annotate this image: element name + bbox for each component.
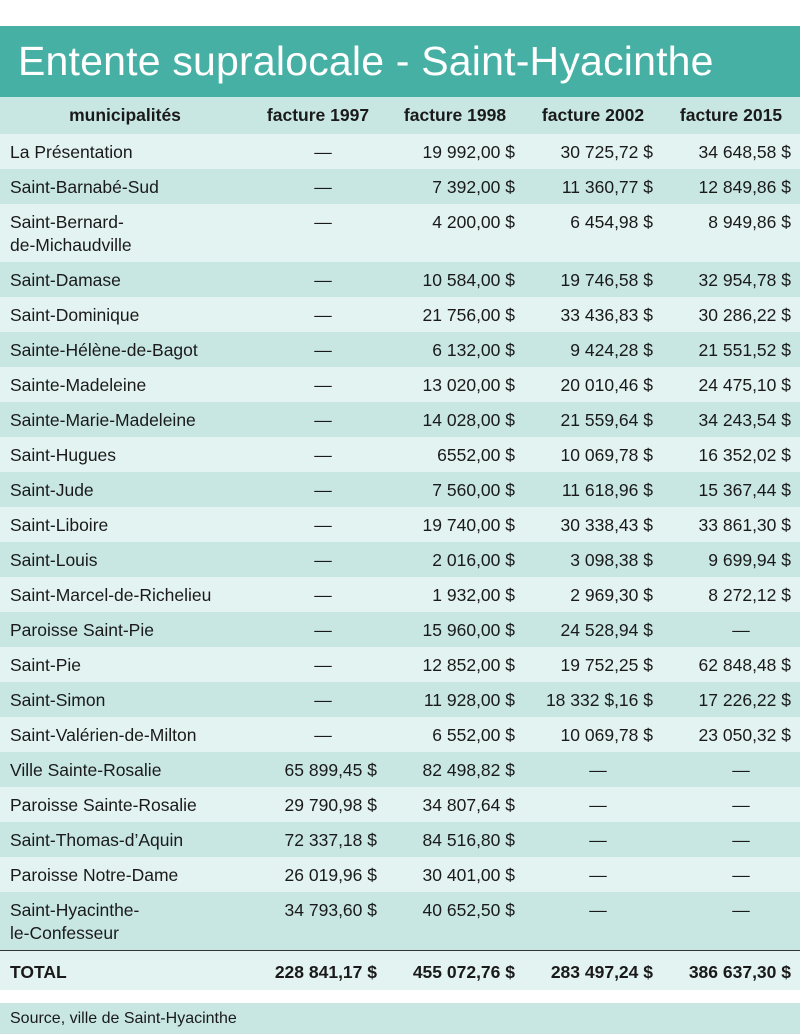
value-2002: — bbox=[524, 892, 662, 951]
page-title: Entente supralocale - Saint-Hyacinthe bbox=[18, 38, 714, 84]
table-row bbox=[0, 787, 800, 822]
table-row bbox=[0, 297, 800, 332]
value-2002: 19 752,25 $ bbox=[524, 647, 662, 682]
value-1998: 14 028,00 $ bbox=[386, 402, 524, 437]
value-2015: 23 050,32 $ bbox=[662, 717, 800, 752]
municipality-name: Saint-Hugues bbox=[0, 437, 250, 472]
table-row bbox=[0, 367, 800, 402]
value-2015: 9 699,94 $ bbox=[662, 542, 800, 577]
value-1998: 2 016,00 $ bbox=[386, 542, 524, 577]
municipality-name: Saint-Bernard- de-Michaudville bbox=[0, 204, 250, 262]
column-header-municipalities: municipalités bbox=[0, 97, 250, 134]
value-2002: 6 454,98 $ bbox=[524, 204, 662, 262]
value-2015: — bbox=[662, 787, 800, 822]
value-1997: — bbox=[250, 204, 386, 262]
value-1998: 21 756,00 $ bbox=[386, 297, 524, 332]
table-row bbox=[0, 542, 800, 577]
municipality-name: Saint-Jude bbox=[0, 472, 250, 507]
value-2002: 10 069,78 $ bbox=[524, 717, 662, 752]
table-row bbox=[0, 577, 800, 612]
value-1998: 12 852,00 $ bbox=[386, 647, 524, 682]
table-row bbox=[0, 647, 800, 682]
billing-table bbox=[0, 97, 800, 990]
value-2015: — bbox=[662, 612, 800, 647]
value-2002: 30 338,43 $ bbox=[524, 507, 662, 542]
total-1997: 228 841,17 $ bbox=[250, 951, 386, 991]
value-1998: 7 560,00 $ bbox=[386, 472, 524, 507]
value-2002: 2 969,30 $ bbox=[524, 577, 662, 612]
total-2015: 386 637,30 $ bbox=[662, 951, 800, 991]
municipality-name: Sainte-Marie-Madeleine bbox=[0, 402, 250, 437]
value-1998: 6552,00 $ bbox=[386, 437, 524, 472]
title-bar bbox=[0, 26, 800, 97]
municipality-name: Saint-Damase bbox=[0, 262, 250, 297]
value-2002: 9 424,28 $ bbox=[524, 332, 662, 367]
value-1998: 15 960,00 $ bbox=[386, 612, 524, 647]
value-1998: 84 516,80 $ bbox=[386, 822, 524, 857]
municipality-name: Saint-Barnabé-Sud bbox=[0, 169, 250, 204]
value-2015: — bbox=[662, 752, 800, 787]
table-header-row bbox=[0, 97, 800, 134]
municipality-name: Sainte-Madeleine bbox=[0, 367, 250, 402]
table-row bbox=[0, 507, 800, 542]
value-2002: 30 725,72 $ bbox=[524, 134, 662, 169]
value-2015: 17 226,22 $ bbox=[662, 682, 800, 717]
value-1998: 19 740,00 $ bbox=[386, 507, 524, 542]
municipality-name: Saint-Dominique bbox=[0, 297, 250, 332]
value-2015: 34 648,58 $ bbox=[662, 134, 800, 169]
value-1998: 6 132,00 $ bbox=[386, 332, 524, 367]
table-row bbox=[0, 682, 800, 717]
table-row bbox=[0, 204, 800, 262]
value-1997: — bbox=[250, 134, 386, 169]
municipality-name: Saint-Marcel-de-Richelieu bbox=[0, 577, 250, 612]
value-2002: 21 559,64 $ bbox=[524, 402, 662, 437]
table-row bbox=[0, 472, 800, 507]
table-row bbox=[0, 822, 800, 857]
value-1997: — bbox=[250, 169, 386, 204]
value-1997: — bbox=[250, 577, 386, 612]
value-1998: 40 652,50 $ bbox=[386, 892, 524, 951]
value-2002: 11 618,96 $ bbox=[524, 472, 662, 507]
value-2015: 34 243,54 $ bbox=[662, 402, 800, 437]
table-row bbox=[0, 752, 800, 787]
value-2015: 24 475,10 $ bbox=[662, 367, 800, 402]
value-2002: — bbox=[524, 752, 662, 787]
value-2015: 8 949,86 $ bbox=[662, 204, 800, 262]
table-row bbox=[0, 134, 800, 169]
value-2002: 24 528,94 $ bbox=[524, 612, 662, 647]
column-header-2002: facture 2002 bbox=[524, 97, 662, 134]
value-2002: 33 436,83 $ bbox=[524, 297, 662, 332]
value-2015: 8 272,12 $ bbox=[662, 577, 800, 612]
value-2002: — bbox=[524, 822, 662, 857]
value-1998: 30 401,00 $ bbox=[386, 857, 524, 892]
table-row bbox=[0, 892, 800, 951]
municipality-name: Saint-Simon bbox=[0, 682, 250, 717]
municipality-name: Saint-Thomas-d’Aquin bbox=[0, 822, 250, 857]
value-1997: — bbox=[250, 647, 386, 682]
value-1997: — bbox=[250, 367, 386, 402]
value-1997: — bbox=[250, 437, 386, 472]
value-1997: — bbox=[250, 717, 386, 752]
table-row bbox=[0, 857, 800, 892]
table-row bbox=[0, 612, 800, 647]
value-1998: 34 807,64 $ bbox=[386, 787, 524, 822]
table-row bbox=[0, 169, 800, 204]
table-row bbox=[0, 437, 800, 472]
total-label: TOTAL bbox=[0, 951, 250, 991]
table-row bbox=[0, 717, 800, 752]
value-2015: 30 286,22 $ bbox=[662, 297, 800, 332]
column-header-1998: facture 1998 bbox=[386, 97, 524, 134]
value-1997: — bbox=[250, 612, 386, 647]
value-1997: — bbox=[250, 542, 386, 577]
value-1998: 4 200,00 $ bbox=[386, 204, 524, 262]
value-2015: 15 367,44 $ bbox=[662, 472, 800, 507]
municipality-name: Paroisse Sainte-Rosalie bbox=[0, 787, 250, 822]
value-1997: — bbox=[250, 682, 386, 717]
column-header-1997: facture 1997 bbox=[250, 97, 386, 134]
value-2015: — bbox=[662, 892, 800, 951]
source-text: Source, ville de Saint-Hyacinthe bbox=[10, 1010, 237, 1027]
value-1998: 11 928,00 $ bbox=[386, 682, 524, 717]
total-1998: 455 072,76 $ bbox=[386, 951, 524, 991]
value-1998: 82 498,82 $ bbox=[386, 752, 524, 787]
value-1997: 29 790,98 $ bbox=[250, 787, 386, 822]
value-1997: — bbox=[250, 332, 386, 367]
value-1997: — bbox=[250, 402, 386, 437]
value-2002: 19 746,58 $ bbox=[524, 262, 662, 297]
value-1998: 1 932,00 $ bbox=[386, 577, 524, 612]
municipality-name: Paroisse Saint-Pie bbox=[0, 612, 250, 647]
municipality-name: Saint-Louis bbox=[0, 542, 250, 577]
municipality-name: Saint-Hyacinthe- le-Confesseur bbox=[0, 892, 250, 951]
value-2015: 32 954,78 $ bbox=[662, 262, 800, 297]
value-2002: 3 098,38 $ bbox=[524, 542, 662, 577]
table-row bbox=[0, 332, 800, 367]
value-2002: 11 360,77 $ bbox=[524, 169, 662, 204]
value-2002: 10 069,78 $ bbox=[524, 437, 662, 472]
value-2002: 18 332 $,16 $ bbox=[524, 682, 662, 717]
value-1998: 6 552,00 $ bbox=[386, 717, 524, 752]
table-row bbox=[0, 262, 800, 297]
municipality-name: Saint-Valérien-de-Milton bbox=[0, 717, 250, 752]
value-1997: 34 793,60 $ bbox=[250, 892, 386, 951]
table-row bbox=[0, 402, 800, 437]
value-1997: 65 899,45 $ bbox=[250, 752, 386, 787]
source-note bbox=[0, 1003, 800, 1034]
value-2015: 62 848,48 $ bbox=[662, 647, 800, 682]
value-1998: 19 992,00 $ bbox=[386, 134, 524, 169]
total-2002: 283 497,24 $ bbox=[524, 951, 662, 991]
column-header-2015: facture 2015 bbox=[662, 97, 800, 134]
value-1998: 10 584,00 $ bbox=[386, 262, 524, 297]
total-row bbox=[0, 951, 800, 991]
value-1998: 7 392,00 $ bbox=[386, 169, 524, 204]
value-1997: 26 019,96 $ bbox=[250, 857, 386, 892]
value-1998: 13 020,00 $ bbox=[386, 367, 524, 402]
municipality-name: Saint-Liboire bbox=[0, 507, 250, 542]
value-1997: 72 337,18 $ bbox=[250, 822, 386, 857]
value-1997: — bbox=[250, 472, 386, 507]
value-2002: 20 010,46 $ bbox=[524, 367, 662, 402]
value-1997: — bbox=[250, 262, 386, 297]
value-2015: — bbox=[662, 857, 800, 892]
value-2015: 21 551,52 $ bbox=[662, 332, 800, 367]
municipality-name: La Présentation bbox=[0, 134, 250, 169]
municipality-name: Saint-Pie bbox=[0, 647, 250, 682]
value-2015: 16 352,02 $ bbox=[662, 437, 800, 472]
municipality-name: Paroisse Notre-Dame bbox=[0, 857, 250, 892]
municipality-name: Sainte-Hélène-de-Bagot bbox=[0, 332, 250, 367]
municipality-name: Ville Sainte-Rosalie bbox=[0, 752, 250, 787]
value-2015: 33 861,30 $ bbox=[662, 507, 800, 542]
value-2002: — bbox=[524, 787, 662, 822]
value-2015: 12 849,86 $ bbox=[662, 169, 800, 204]
value-2002: — bbox=[524, 857, 662, 892]
value-1997: — bbox=[250, 297, 386, 332]
value-2015: — bbox=[662, 822, 800, 857]
value-1997: — bbox=[250, 507, 386, 542]
table-body bbox=[0, 134, 800, 951]
